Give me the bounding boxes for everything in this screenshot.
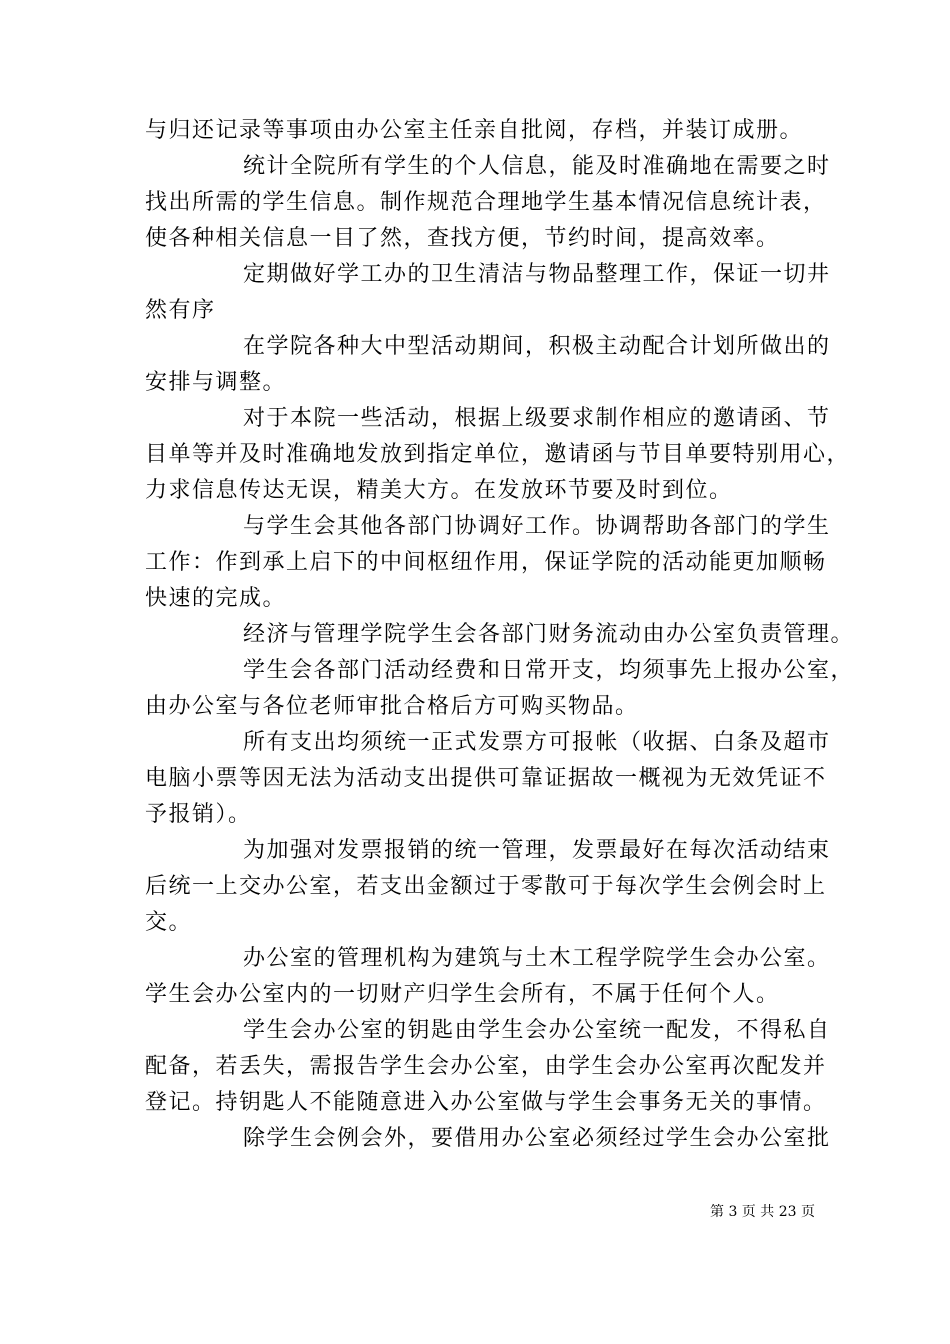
- paragraph-line: 快速的完成。: [145, 586, 287, 611]
- paragraph-line: 然有序: [145, 298, 216, 323]
- paragraph-line: 登记。持钥匙人不能随意进入办公室做与学生会事务无关的事情。: [145, 1090, 827, 1115]
- paragraph-line: 目单等并及时准确地发放到指定单位，邀请函与节目单要特别用心，: [145, 442, 851, 467]
- paragraph-first-line: 与学生会其他各部门协调好工作。协调帮助各部门的学生: [243, 514, 831, 539]
- paragraph-first-line: 对于本院一些活动，根据上级要求制作相应的邀请函、节: [243, 406, 831, 431]
- paragraph-line: 电脑小票等因无法为活动支出提供可靠证据故一概视为无效凭证不: [145, 766, 827, 791]
- paragraph-line: 配备，若丢失，需报告学生会办公室，由学生会办公室再次配发并: [145, 1054, 827, 1079]
- paragraph-line: 找出所需的学生信息。制作规范合理地学生基本情况信息统计表，: [145, 190, 827, 215]
- paragraph-line: 安排与调整。: [145, 370, 287, 395]
- paragraph-first-line: 为加强对发票报销的统一管理，发票最好在每次活动结束: [243, 838, 831, 863]
- paragraph-line: 由办公室与各位老师审批合格后方可购买物品。: [145, 694, 639, 719]
- paragraph-first-line: 经济与管理学院学生会各部门财务流动由办公室负责管理。: [243, 622, 855, 647]
- paragraph-first-line: 学生会办公室的钥匙由学生会办公室统一配发，不得私自: [243, 1018, 831, 1043]
- paragraph-line: 予报销）。: [145, 802, 252, 827]
- paragraph-first-line: 办公室的管理机构为建筑与土木工程学院学生会办公室。: [243, 946, 831, 971]
- paragraph-first-line: 定期做好学工办的卫生清洁与物品整理工作，保证一切井: [243, 262, 831, 287]
- paragraph-first-line: 与归还记录等事项由办公室主任亲自批阅，存档，并装订成册。: [145, 118, 804, 143]
- paragraph-first-line: 除学生会例会外，要借用办公室必须经过学生会办公室批: [243, 1126, 831, 1151]
- paragraph-first-line: 学生会各部门活动经费和日常开支，均须事先上报办公室，: [243, 658, 855, 683]
- paragraph-first-line: 在学院各种大中型活动期间，积极主动配合计划所做出的: [243, 334, 831, 359]
- paragraph-first-line: 所有支出均须统一正式发票方可报帐（收据、白条及超市: [243, 730, 831, 755]
- paragraph-line: 学生会办公室内的一切财产归学生会所有，不属于任何个人。: [145, 982, 780, 1007]
- paragraph-line: 后统一上交办公室，若支出金额过于零散可于每次学生会例会时上: [145, 874, 827, 899]
- paragraph-line: 使各种相关信息一目了然，查找方便，节约时间，提高效率。: [145, 226, 780, 251]
- paragraph-line: 工作：作到承上启下的中间枢纽作用，保证学院的活动能更加顺畅: [145, 550, 827, 575]
- paragraph-first-line: 统计全院所有学生的个人信息，能及时准确地在需要之时: [243, 154, 831, 179]
- page-number: 第 3 页 共 23 页: [710, 1204, 815, 1220]
- paragraph-line: 力求信息传达无误，精美大方。在发放环节要及时到位。: [145, 478, 733, 503]
- paragraph-line: 交。: [145, 910, 193, 935]
